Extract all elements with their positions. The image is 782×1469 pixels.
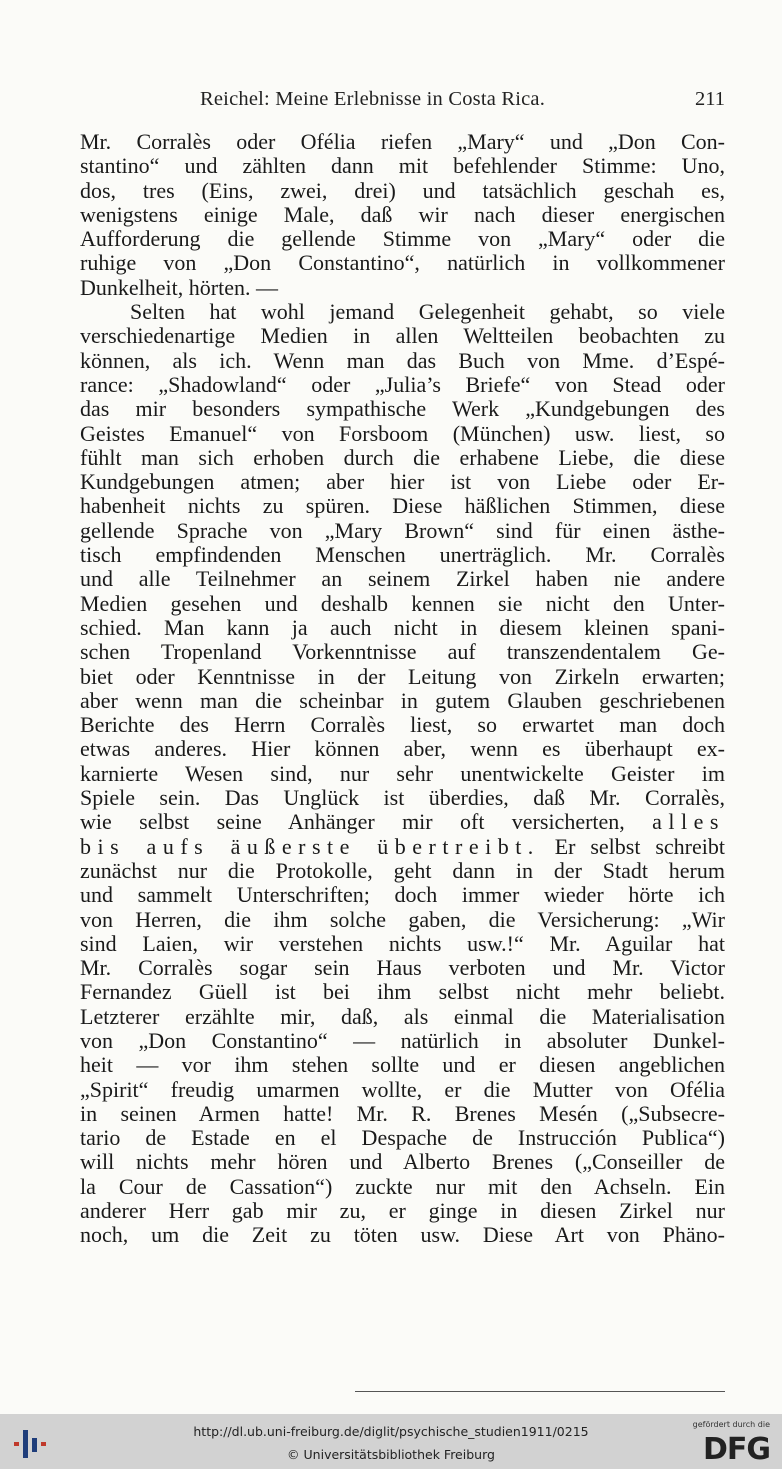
text-line: Medien gesehen und deshalb kennen sie nicht den Unter- <box>80 590 725 616</box>
text-line: zunächst nur die Protokolle, geht dann in der Stadt herum <box>80 857 725 883</box>
text-line: ruhige von „Don Constantino“, natürlich in vollkommener <box>80 250 725 276</box>
text-line <box>80 810 725 834</box>
text-line: Berichte des Herrn Corralès liest, so erwartet man doch <box>80 712 725 738</box>
text-line: dos, tres (Eins, zwei, drei) und tatsächlich geschah es, <box>80 177 725 203</box>
text-line: Letzterer erzählte mir, daß, als einmal die Materialisation <box>80 1003 725 1029</box>
text-line: schen Tropenland Vorkenntnisse auf transzendentalem Ge- <box>80 639 725 665</box>
text-segment: Er selbst schreibt <box>554 833 725 859</box>
text-line: wenigstens einige Male, daß wir nach dieser energischen <box>80 201 725 227</box>
text-line: etwas anderes. Hier können aber, wenn es überhaupt ex- <box>80 736 725 762</box>
text-line: aber wenn man die scheinbar in gutem Glauben geschriebenen <box>80 687 725 713</box>
text-line: „Spirit“ freudig umarmen wollte, er die Mutter von Ofélia <box>80 1076 725 1102</box>
text-line: stantino“ und zählten dann mit befehlender Stimme: Uno, <box>80 153 725 179</box>
page-number: 211 <box>695 88 725 110</box>
text-line: können, als ich. Wenn man das Buch von Mme. d’Espé- <box>80 347 725 373</box>
text-line <box>80 835 725 859</box>
body-text <box>80 130 725 1248</box>
text-line: Mr. Corralès oder Ofélia riefen „Mary“ und „Don Con- <box>80 129 725 154</box>
text-line: tisch empfindenden Menschen unerträglich. Mr. Corralès <box>80 542 725 568</box>
text-line: Kundgebungen atmen; aber hier ist von Liebe oder Er- <box>80 469 725 495</box>
text-line: karnierte Wesen sind, nur sehr unentwickelte Geister im <box>80 760 725 786</box>
text-line: Dunkelheit, hörten. — <box>80 274 278 300</box>
text-line: Aufforderung die gellende Stimme von „Mary“ oder die <box>80 226 725 252</box>
text-line: von Herren, die ihm solche gaben, die Versicherung: „Wir <box>80 906 725 932</box>
text-line: in seinen Armen hatte! Mr. R. Brenes Mesén („Subsecre- <box>80 1100 725 1126</box>
text-line: anderer Herr gab mir zu, er ginge in diesen Zirkel nur <box>80 1198 725 1224</box>
text-line: Geistes Emanuel“ von Forsboom (München) usw. liest, so <box>80 420 725 446</box>
text-line: tario de Estade en el Despache de Instrucción Publica“) <box>80 1125 725 1151</box>
text-line: das mir besonders sympathische Werk „Kundgebungen des <box>80 396 725 422</box>
text-line: heit — vor ihm stehen sollte und er diesen angeblichen <box>80 1052 725 1078</box>
text-line: von „Don Constantino“ — natürlich in absoluter Dunkel- <box>80 1027 725 1053</box>
text-line: Selten hat wohl jemand Gelegenheit gehabt, so viele <box>130 299 725 325</box>
dfg-logo-icon: DFG <box>702 1432 770 1467</box>
text-line: noch, um die Zeit zu töten usw. Diese Art von Phäno- <box>80 1222 725 1248</box>
text-line: will nichts mehr hören und Alberto Brenes („Conseiller de <box>80 1149 725 1175</box>
text-line: la Cour de Cassation“) zuckte nur mit den Achseln. Ein <box>80 1173 725 1199</box>
spaced-emphasis: bis aufs äußerste übertreibt. <box>80 833 540 859</box>
text-line: habenheit nichts zu spüren. Diese häßlichen Stimmen, diese <box>80 493 725 519</box>
text-line: verschiedenartige Medien in allen Weltteilen beobachten zu <box>80 323 725 349</box>
text-line: sind Laien, wir verstehen nichts usw.!“ Mr. Aguilar hat <box>80 930 725 956</box>
text-line: fühlt man sich erhoben durch die erhabene Liebe, die diese <box>80 444 725 470</box>
permalink[interactable]: http://dl.ub.uni-freiburg.de/diglit/psychische_studien1911/0215 <box>193 1424 589 1439</box>
copyright-notice: © Universitätsbibliothek Freiburg <box>287 1447 495 1462</box>
text-line: rance: „Shadowland“ oder „Julia’s Briefe“ von Stead oder <box>80 371 725 397</box>
text-line: biet oder Kenntnisse in der Leitung von Zirkeln erwarten; <box>80 663 725 689</box>
spaced-emphasis: alles <box>652 809 725 835</box>
text-segment: wie selbst seine Anhänger mir oft versicherten, <box>80 809 625 835</box>
running-head <box>80 88 725 122</box>
text-line: Mr. Corralès sogar sein Haus verboten und Mr. Victor <box>80 955 725 981</box>
viewer-footer <box>0 1414 782 1469</box>
text-line: und sammelt Unterschriften; doch immer wieder hörte ich <box>80 882 725 908</box>
footnote-rule <box>355 1391 725 1392</box>
text-line: und alle Teilnehmer an seinem Zirkel haben nie andere <box>80 566 725 592</box>
running-title: Reichel: Meine Erlebnisse in Costa Rica. <box>200 88 546 110</box>
text-line: Spiele sein. Das Unglück ist überdies, daß Mr. Corralès, <box>80 785 725 811</box>
text-line: Fernandez Güell ist bei ihm selbst nicht mehr beliebt. <box>80 979 725 1005</box>
text-line: schied. Man kann ja auch nicht in diesem kleinen spani- <box>80 614 725 640</box>
sponsor-caption: gefördert durch die <box>692 1420 770 1429</box>
text-line: gellende Sprache von „Mary Brown“ sind für einen ästhe- <box>80 517 725 543</box>
